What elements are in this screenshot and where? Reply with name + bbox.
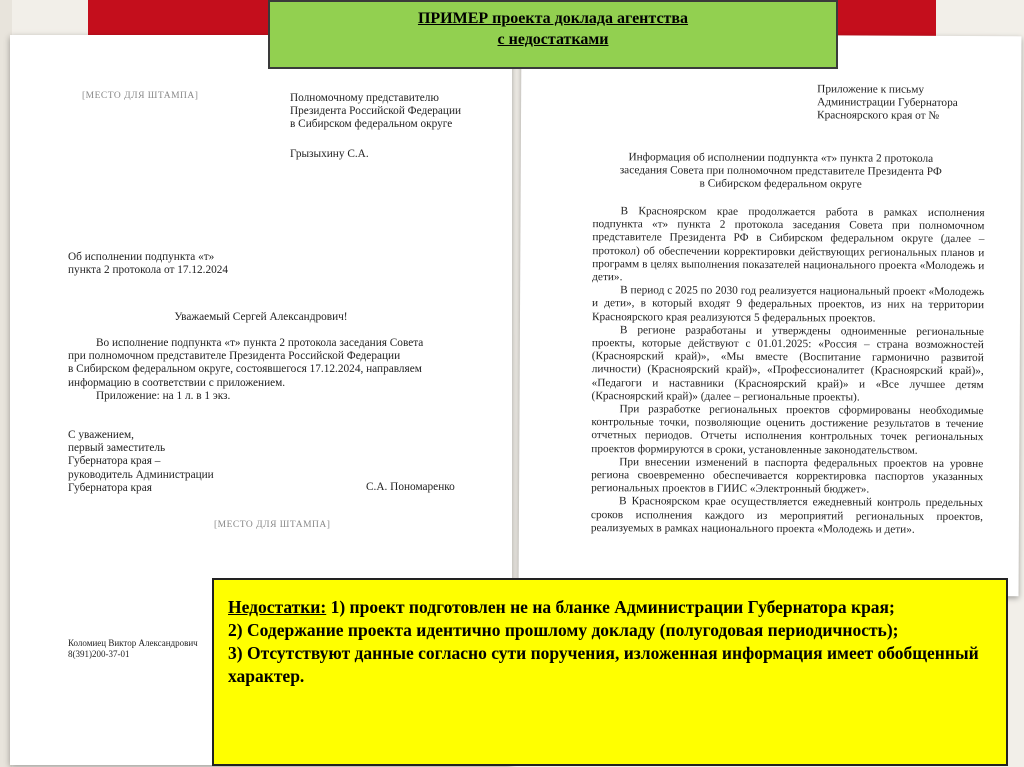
flaw-item-1-text: 1) проект подготовлен не на бланке Администрации Губернатора края; bbox=[326, 597, 895, 617]
signature-block bbox=[68, 429, 214, 495]
appendix-paragraph: В Красноярском крае осуществляется ежедневный контроль предельных сроков исполнения каждого из мероприятий региональных проектов, реализуемых в рамках национального проекта «Молодежь и дети». bbox=[590, 495, 984, 536]
executor-name: Коломиец Виктор Александрович bbox=[68, 638, 198, 648]
stamp-placeholder-top: [МЕСТО ДЛЯ ШТАМПА] bbox=[82, 91, 199, 101]
flaw-item-1 bbox=[228, 596, 996, 619]
body-line: в Сибирском федеральном округе, состоявшегося 17.12.2024, направляем bbox=[68, 363, 422, 376]
slide-title-line: ПРИМЕР проекта доклада агентства bbox=[417, 10, 689, 27]
flaw-item-3: 3) Отсутствуют данные согласно сути поручения, изложенная информация имеет обобщенный характер. bbox=[228, 643, 979, 686]
subject-line: Об исполнении подпункта «т» bbox=[68, 251, 215, 263]
body-line: при полномочном представителе Президента Российской Федерации bbox=[68, 350, 401, 363]
appendix-paragraph: В Красноярском крае продолжается работа в рамках исполнения подпункта «т» пункта 2 протокола заседания Совета при полномочном представителе Президента РФ в Сибирском федеральном округе (далее – протокол) об обеспечении корректировки действующих региональных планов и программ в целях выполнения показателей национального проекта «Молодежь и дети». bbox=[592, 205, 985, 284]
heading-line: Информация об исполнении подпункта «т» пункта 2 протокола bbox=[628, 151, 934, 165]
stamp-placeholder-bottom: [МЕСТО ДЛЯ ШТАМПА] bbox=[214, 520, 331, 530]
appendix-header-line: Администрации Губернатора bbox=[817, 96, 958, 110]
slide-title bbox=[268, 0, 838, 69]
appendix-page bbox=[519, 34, 1022, 597]
executor-block bbox=[68, 638, 198, 660]
addressee-name: Грызыхину С.А. bbox=[290, 148, 369, 160]
appendix-header bbox=[817, 83, 958, 123]
appendix-body bbox=[591, 205, 985, 537]
flaws-label: Недостатки: bbox=[228, 597, 327, 617]
addressee-line: в Сибирском федеральном округе bbox=[290, 118, 453, 131]
body-line: информацию в соответствии с приложением. bbox=[68, 376, 286, 389]
addressee-line: Полномочному представителю bbox=[290, 92, 439, 104]
signature-line: Губернатора края bbox=[68, 481, 152, 494]
flaws-callout bbox=[212, 578, 1008, 766]
signer-name: С.А. Пономаренко bbox=[366, 481, 455, 493]
slide-title-line: с недостатками bbox=[497, 31, 609, 48]
signature-line: С уважением, bbox=[68, 429, 134, 441]
letter-body bbox=[68, 337, 468, 403]
heading-line: в Сибирском федеральном округе bbox=[699, 178, 862, 191]
addressee-block bbox=[290, 92, 461, 132]
signature-line: руководитель Администрации bbox=[68, 468, 214, 481]
appendix-header-line: Приложение к письму bbox=[817, 83, 925, 96]
subject-block bbox=[68, 251, 228, 277]
signature-line: первый заместитель bbox=[68, 442, 166, 455]
subject-line: пункта 2 протокола от 17.12.2024 bbox=[68, 264, 229, 277]
appendix-paragraph: При разработке региональных проектов сформированы необходимые контрольные точки, позволяющие оценить достижение результатов в течение отчетных периодов. Отчеты исполнения контрольных точек региональных проектов формируются в сроки, установленные законодательством. bbox=[591, 403, 984, 457]
attachment-note: Приложение: на 1 л. в 1 экз. bbox=[96, 389, 231, 402]
flaw-item-2: 2) Содержание проекта идентично прошлому докладу (полугодовая периодичность); bbox=[228, 620, 899, 640]
appendix-paragraph: При внесении изменений в паспорта федеральных проектов на уровне региона своевременно обеспечивается корректировка паспортов указанных региональных проектов в ГИИС «Электронный бюджет». bbox=[591, 456, 984, 496]
appendix-heading bbox=[581, 151, 981, 193]
appendix-paragraph: В период с 2025 по 2030 год реализуется национальный проект «Молодежь и дети», в который входят 9 федеральных проектов, из них на территории Красноярского края реализуются 5 федеральных проектов. bbox=[591, 284, 985, 325]
appendix-paragraph: В регионе разработаны и утверждены одноименные региональные проекты, которые действуют с 01.01.2025: «Россия – страна возможностей (Красноярский край)», «Мы вместе (Воспитание гармонично развитой личности) (Красноярский край)», «Профессионалитет (Красноярский край)», «Педагоги и наставники (Красноярский край)» и «Все лучшее детям (Красноярский край)» (далее – региональные проекты). bbox=[591, 324, 984, 404]
body-line: Во исполнение подпункта «т» пункта 2 протокола заседания Совета bbox=[96, 337, 424, 349]
signature-line: Губернатора края – bbox=[68, 455, 161, 468]
greeting: Уважаемый Сергей Александрович! bbox=[174, 311, 348, 323]
executor-phone: 8(391)200-37-01 bbox=[68, 649, 130, 659]
heading-line: заседания Совета при полномочном представителе Президента РФ bbox=[619, 164, 942, 179]
addressee-line: Президента Российской Федерации bbox=[290, 105, 462, 118]
appendix-header-line: Красноярского края от № bbox=[817, 109, 940, 123]
